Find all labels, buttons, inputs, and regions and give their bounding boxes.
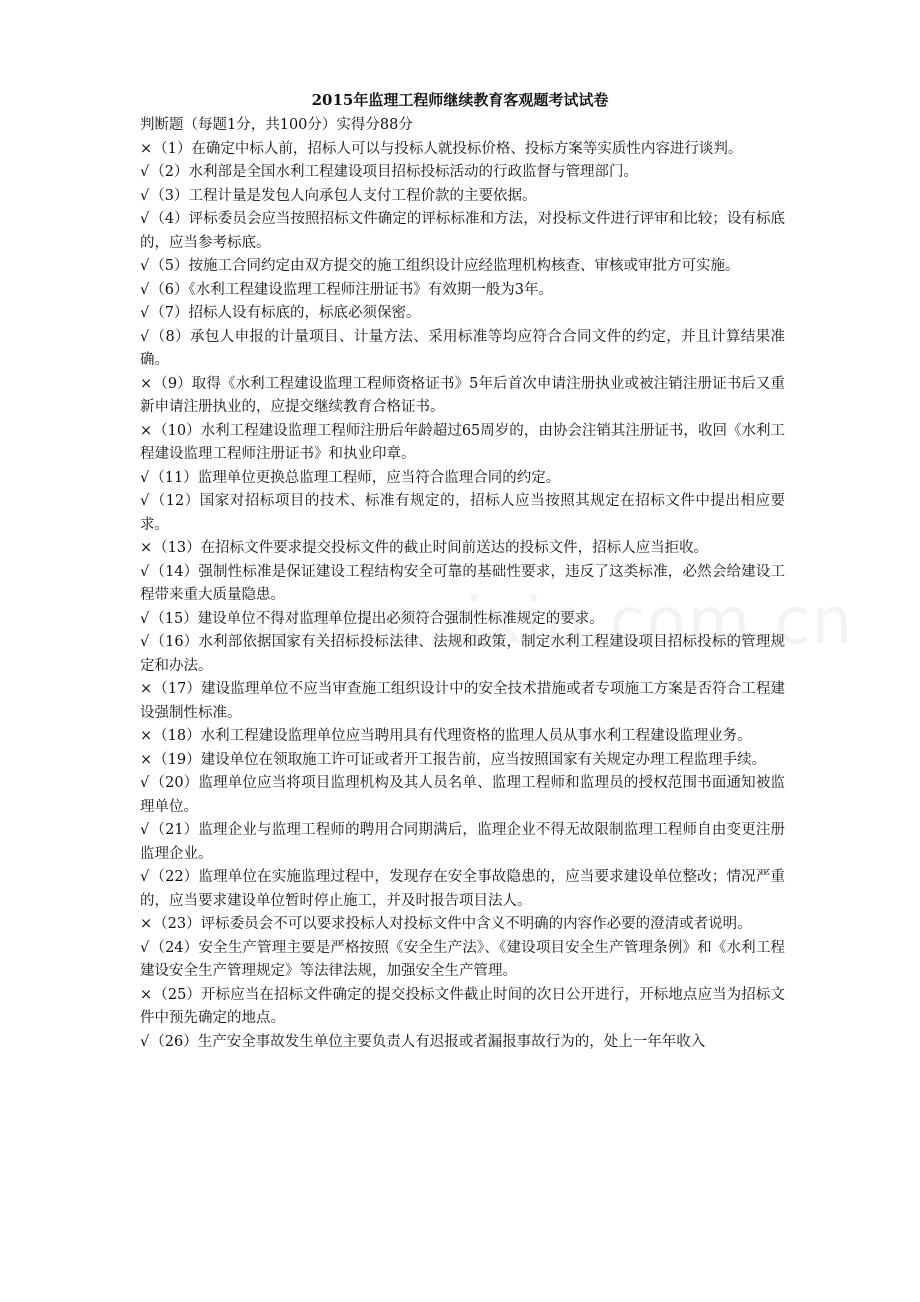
question-text: （24）安全生产管理主要是严格按照《安全生产法》、《建设项目安全生产管理条例》和《水利工程建设安全生产管理规定》等法律法规，加强安全生产管理。: [140, 939, 785, 979]
question-item: [140, 749, 785, 773]
document-body: [140, 114, 785, 1054]
question-item: [140, 1031, 785, 1055]
question-text: （4）评标委员会应当按照招标文件确定的评标标准和方法，对投标文件进行评审和比较；设有标底的，应当参考标底。: [140, 211, 785, 251]
check-mark-icon: √: [140, 328, 150, 345]
check-mark-icon: √: [140, 939, 150, 956]
section-header: 判断题（每题1分，共100分）实得分88分: [140, 117, 413, 133]
question-item: [140, 631, 785, 678]
question-text: （6）《水利工程建设监理工程师注册证书》有效期一般为3年。: [150, 281, 553, 298]
cross-mark-icon: ×: [140, 422, 153, 439]
check-mark-icon: √: [140, 281, 150, 298]
question-text: （11）监理单位更换总监理工程师，应当符合监理合同的约定。: [150, 469, 561, 486]
check-mark-icon: √: [140, 469, 150, 486]
cross-mark-icon: ×: [140, 751, 153, 768]
question-item: [140, 984, 785, 1031]
question-text: （19）建设单位在领取施工许可证或者开工报告前，应当按照国家有关规定办理工程监理手续。: [153, 751, 767, 768]
check-mark-icon: √: [140, 164, 150, 180]
check-mark-icon: √: [140, 187, 150, 204]
question-item: [140, 373, 785, 420]
question-text: （1）在确定中标人前，招标人可以与投标人就投标价格、投标方案等实质性内容进行谈判。: [153, 140, 743, 157]
question-text: （16）水利部依据国家有关招标投标法律、法规和政策，制定水利工程建设项目招标投标的管理规定和办法。: [140, 634, 785, 674]
check-mark-icon: √: [140, 211, 150, 227]
check-mark-icon: √: [140, 610, 150, 627]
question-item: [140, 420, 785, 467]
check-mark-icon: √: [140, 305, 150, 321]
question-text: （2）水利部是全国水利工程建设项目招标投标活动的行政监督与管理部门。: [150, 164, 638, 180]
question-text: （26）生产安全事故发生单位主要负责人有迟报或者漏报事故行为的，处上一年年收入: [150, 1033, 706, 1050]
cross-mark-icon: ×: [140, 140, 153, 157]
question-item: [140, 866, 785, 913]
question-item: [140, 678, 785, 725]
question-item: [140, 279, 785, 303]
question-item: [140, 913, 785, 937]
question-text: （12）国家对招标项目的技术、标准有规定的，招标人应当按照其规定在招标文件中提出相应要求。: [140, 493, 785, 533]
question-text: （20）监理单位应当将项目监理机构及其人员名单、监理工程师和监理员的授权范围书面通知被监理单位。: [140, 775, 785, 815]
document-title: 2015年监理工程师继续教育客观题考试试卷: [311, 91, 609, 109]
question-text: （14）强制性标准是保证建设工程结构安全可靠的基础性要求，违反了这类标准，必然会给建设工程带来重大质量隐患。: [140, 563, 785, 603]
cross-mark-icon: ×: [140, 375, 153, 392]
question-item: [140, 161, 785, 185]
question-text: （8）承包人申报的计量项目、计量方法、采用标准等均应符合合同文件的约定，并且计算结果准确。: [140, 328, 785, 368]
question-text: （18）水利工程建设监理单位应当聘用具有代理资格的监理人员从事水利工程建设监理业务。: [153, 728, 752, 744]
cross-mark-icon: ×: [140, 540, 153, 556]
question-item: [140, 302, 785, 326]
question-text: （13）在招标文件要求提交投标文件的截止时间前送达的投标文件，招标人应当拒收。: [153, 540, 709, 556]
question-item: [140, 561, 785, 608]
question-text: （9）取得《水利工程建设监理工程师资格证书》5年后首次申请注册执业或被注销注册证书后又重新申请注册执业的，应提交继续教育合格证书。: [140, 375, 785, 415]
question-item: [140, 819, 785, 866]
check-mark-icon: √: [140, 563, 150, 580]
question-item: [140, 772, 785, 819]
cross-mark-icon: ×: [140, 986, 153, 1003]
check-mark-icon: √: [140, 775, 150, 791]
question-text: （10）水利工程建设监理工程师注册后年龄超过65周岁的，由协会注销其注册证书，收回《水利工程建设监理工程师注册证书》和执业印章。: [140, 422, 785, 462]
question-list: [140, 138, 785, 1055]
check-mark-icon: √: [140, 258, 150, 274]
question-item: [140, 467, 785, 491]
question-text: （15）建设单位不得对监理单位提出必须符合强制性标准规定的要求。: [150, 610, 604, 627]
question-item: [140, 608, 785, 632]
cross-mark-icon: ×: [140, 681, 153, 697]
question-text: （25）开标应当在招标文件确定的提交投标文件截止时间的次日公开进行，开标地点应当为招标文件中预先确定的地点。: [140, 986, 785, 1026]
question-item: [140, 537, 785, 561]
check-mark-icon: √: [140, 869, 150, 885]
question-text: （23）评标委员会不可以要求投标人对投标文件中含义不明确的内容作必要的澄清或者说明。: [153, 916, 752, 932]
question-text: （7）招标人设有标底的，标底必须保密。: [150, 305, 421, 321]
question-item: [140, 326, 785, 373]
question-item: [140, 490, 785, 537]
check-mark-icon: √: [140, 493, 150, 509]
question-item: [140, 725, 785, 749]
question-text: （21）监理企业与监理工程师的聘用合同期满后，监理企业不得无故限制监理工程师自由变更注册监理企业。: [140, 822, 785, 862]
question-text: （5）按施工合同约定由双方提交的施工组织设计应经监理机构核查、审核或审批方可实施。: [150, 258, 740, 274]
question-text: （22）监理单位在实施监理过程中，发现存在安全事故隐患的，应当要求建设单位整改；情况严重的，应当要求建设单位暂时停止施工，并及时报告项目法人。: [140, 869, 785, 909]
question-item: [140, 185, 785, 209]
question-item: [140, 208, 785, 255]
cross-mark-icon: ×: [140, 728, 153, 744]
question-text: （17）建设监理单位不应当审查施工组织设计中的安全技术措施或者专项施工方案是否符合工程建设强制性标准。: [140, 681, 785, 721]
question-item: [140, 138, 785, 162]
question-text: （3）工程计量是发包人向承包人支付工程价款的主要依据。: [150, 187, 537, 204]
check-mark-icon: √: [140, 634, 150, 650]
check-mark-icon: √: [140, 1033, 150, 1050]
check-mark-icon: √: [140, 822, 150, 838]
cross-mark-icon: ×: [140, 916, 153, 932]
question-item: [140, 255, 785, 279]
question-item: [140, 937, 785, 984]
